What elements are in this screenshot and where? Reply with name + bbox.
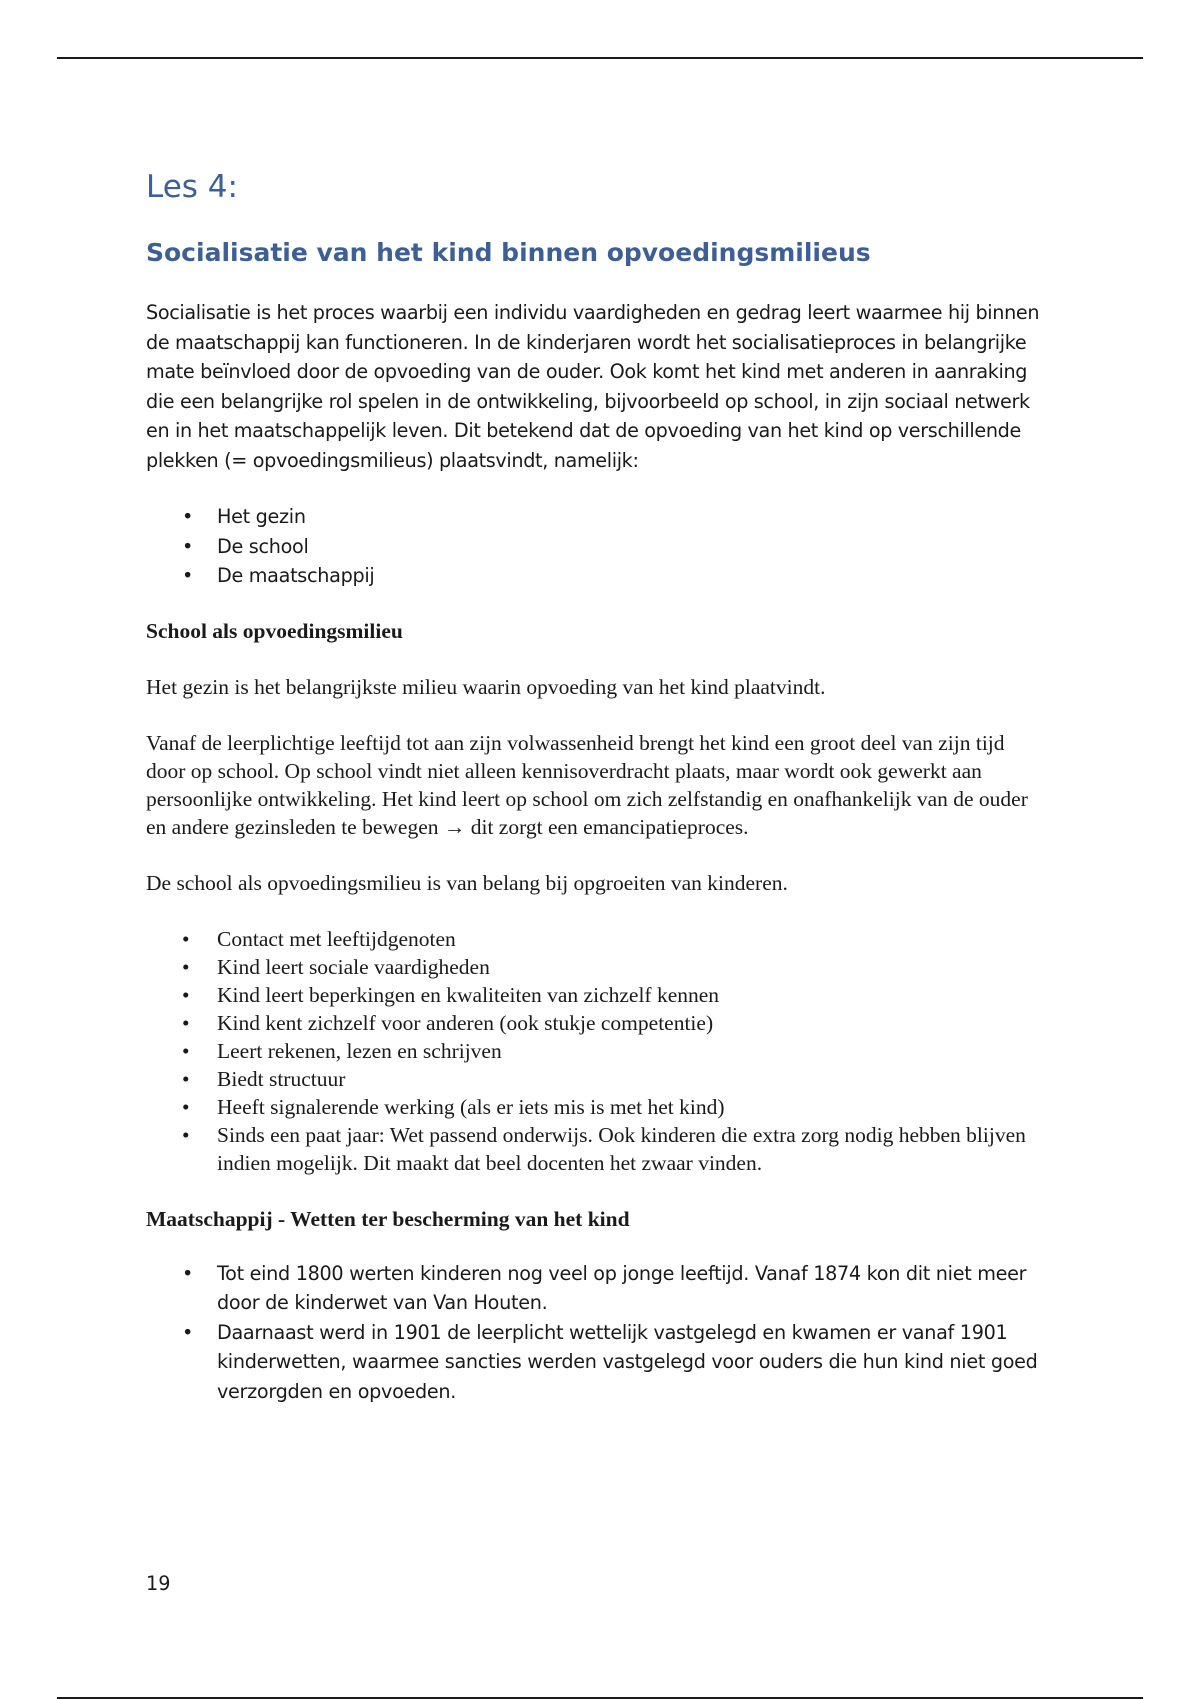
bullet-icon: • (182, 1122, 190, 1147)
list-item (146, 561, 1046, 591)
page-content (146, 166, 1046, 1406)
law-section-heading: Maatschappij - Wetten ter bescherming van het kind (146, 1206, 630, 1231)
header-rule (57, 57, 1143, 59)
list-item-text: De maatschappij (217, 564, 375, 587)
school-para-2: Vanaf de leerplichtige leeftijd tot aan zijn volwassenheid brengt het kind een groot deel van zijn tijd door op school. Op school vindt niet alleen kennisoverdracht plaats, maar wordt ook gewerkt aan persoonlijke ontwikkeling. Het kind leert op school om zich zelfstandig en onafhankelijk van de ouder en andere gezinsleden te bewegen → dit zorgt een emancipatieproces. (146, 730, 1028, 839)
bullet-icon: • (182, 505, 194, 528)
list-item (146, 981, 1046, 1009)
list-item-text: Daarnaast werd in 1901 de leerplicht wettelijk vastgelegd en kwamen er vanaf 1901 kinderwetten, waarmee sancties werden vastgelegd voor ouders die hun kind niet goed verzorgden en opvoeden. (217, 1320, 1038, 1403)
list-item-text: Leert rekenen, lezen en schrijven (217, 1038, 502, 1063)
list-item (146, 1037, 1046, 1065)
school-para-1: Het gezin is het belangrijkste milieu waarin opvoeding van het kind plaatvindt. (146, 674, 826, 699)
bullet-icon: • (182, 534, 194, 558)
bullet-icon: • (182, 1010, 190, 1035)
list-item (146, 1259, 1046, 1318)
list-item-text: Kind leert sociale vaardigheden (217, 954, 490, 979)
list-item-text: Kind kent zichzelf voor anderen (ook stukje competentie) (217, 1010, 714, 1035)
bullet-icon: • (182, 1094, 190, 1119)
milieus-list (146, 502, 1046, 591)
bullet-icon: • (182, 1320, 194, 1344)
list-item (146, 1009, 1046, 1037)
footer-rule (57, 1697, 1143, 1699)
bullet-icon: • (182, 926, 190, 951)
list-item (146, 532, 1046, 562)
school-para-3: De school als opvoedingsmilieu is van belang bij opgroeiten van kinderen. (146, 870, 788, 895)
list-item (146, 502, 1046, 532)
bullet-icon: • (182, 982, 190, 1007)
list-item (146, 925, 1046, 953)
list-item (146, 1093, 1046, 1121)
school-section-heading: School als opvoedingsmilieu (146, 618, 403, 643)
bullet-icon: • (182, 1066, 190, 1091)
list-item-text: Het gezin (217, 505, 306, 528)
school-benefits-list (146, 925, 1046, 1177)
lesson-title: Les 4: (146, 169, 238, 205)
list-item (146, 1318, 1046, 1407)
main-heading: Socialisatie van het kind binnen opvoedingsmilieus (146, 238, 871, 267)
bullet-icon: • (182, 564, 194, 587)
list-item-text: Kind leert beperkingen en kwaliteiten van zichzelf kennen (217, 982, 720, 1007)
list-item-text: Sinds een paat jaar: Wet passend onderwijs. Ook kinderen die extra zorg nodig hebben blijven indien mogelijk. Dit maakt dat beel docenten het zwaar vinden. (217, 1122, 1026, 1175)
list-item-text: Biedt structuur (217, 1066, 346, 1091)
child-laws-list (146, 1259, 1046, 1407)
list-item-text: Contact met leeftijdgenoten (217, 926, 456, 951)
bullet-icon: • (182, 954, 190, 979)
list-item (146, 953, 1046, 981)
page-number: 19 (146, 1572, 171, 1595)
list-item-text: De school (217, 534, 309, 558)
bullet-icon: • (182, 1261, 194, 1285)
list-item (146, 1121, 1046, 1177)
list-item (146, 1065, 1046, 1093)
list-item-text: Tot eind 1800 werten kinderen nog veel op jonge leeftijd. Vanaf 1874 kon dit niet meer door de kinderwet van Van Houten. (217, 1261, 1027, 1314)
bullet-icon: • (182, 1038, 190, 1063)
list-item-text: Heeft signalerende werking (als er iets mis is met het kind) (217, 1094, 725, 1119)
intro-paragraph: Socialisatie is het proces waarbij een individu vaardigheden en gedrag leert waarmee hij binnen de maatschappij kan functioneren. In de kinderjaren wordt het socialisatieproces in belangrijke mate beïnvloed door de opvoeding van de ouder. Ook komt het kind met anderen in aanraking die een belangrijke rol spelen in de ontwikkeling, bijvoorbeeld op school, in zijn sociaal netwerk en in het maatschappelijk leven. Dit betekend dat de opvoeding van het kind op verschillende plekken (= opvoedingsmilieus) plaatsvindt, namelijk: (146, 301, 1040, 472)
